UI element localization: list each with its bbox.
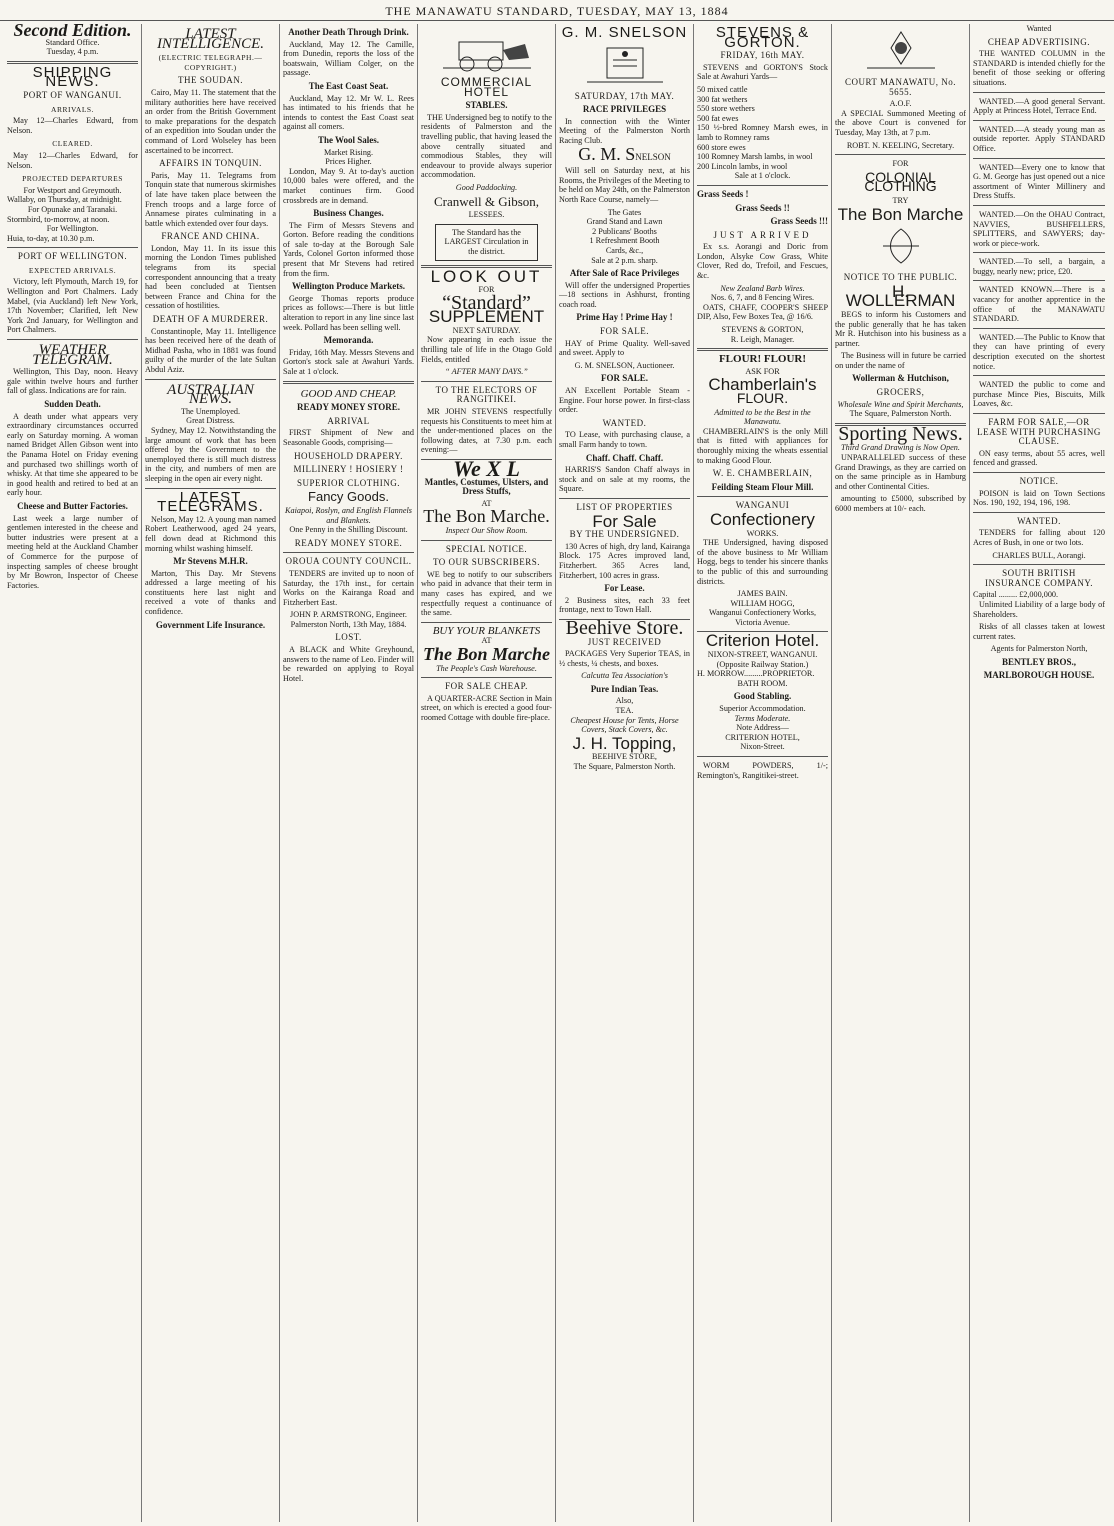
soudan-text: Cairo, May 11. The statement that the military authorities here have received an order from the British Government to make preparations for the despatch of an expedition into Soudan under the command of Lord Wolseley has been ascertained to be incorrect. — [145, 87, 276, 155]
we-xl-heading: We X L — [453, 456, 520, 481]
serial-text: Now appearing in each issue the thrilling tale of life in the Otago Gold Fields, entitled — [421, 335, 552, 364]
received-label: JUST RECEIVED — [587, 636, 662, 647]
sale-time: Sale at 1 o'clock. — [734, 171, 791, 181]
special-notice-text: WE beg to notify to our subscribers who paid in advance that their term in many cases has expired, and we respectfully request a continuance of the same. — [421, 569, 552, 618]
after-sale-heading: After Sale of Race Privileges — [569, 268, 680, 279]
confectionery-heading: Confectionery — [710, 509, 815, 529]
stock-item: 300 fat wethers — [697, 94, 748, 104]
subscribers-heading: TO OUR SUBSCRIBERS. — [432, 557, 541, 568]
produce-heading: Wellington Produce Markets. — [291, 281, 406, 292]
confectionery-text: THE Undersigned, having disposed of the above business to Mr William Hogg, begs to tender his sincere thanks to the public of this and surrounding districts. — [697, 538, 828, 586]
wollerman-heading: H. WOLLERMAN — [845, 281, 956, 311]
wanted-ad: WANTED.—The Public to Know that they can have printing of every description executed on the shortest notice. — [973, 332, 1105, 371]
lessees-label: LESSEES. — [468, 210, 505, 220]
commercial-hotel-heading: COMMERCIAL HOTEL — [440, 75, 533, 99]
keeling-signature: ROBT. N. KEELING, Secretary. — [846, 140, 955, 150]
wanted-ad: WANTED.—A good general Servant. Apply at Princess Hotel, Terrace End. — [973, 96, 1105, 116]
arrival-text: FIRST Shipment of New and Seasonable Goods, comprising— — [283, 428, 414, 447]
engine-text: AN Excellent Portable Steam - Engine. Four horse power. In first-class order. — [559, 386, 690, 415]
projected-item: Stormbird, to-morrow, at noon. — [7, 214, 110, 224]
paddocking-line: Good Paddocking. — [455, 182, 518, 192]
hogg-signature: WILLIAM HOGG, — [730, 598, 795, 608]
undersigned-label: BY THE UNDERSIGNED. — [569, 529, 680, 540]
sale-date: SATURDAY, 17th MAY. — [574, 90, 675, 101]
projected-item: For Wellington. — [46, 224, 99, 234]
latest-telegrams-text: Nelson, May 12. A young man named Robert Leatherwood, aged 24 years, fell down dead at Richmond this morning whilst washing himself. — [145, 514, 276, 553]
ask-for: ASK FOR — [745, 366, 780, 376]
grass-seeds-1: Grass Seeds ! — [697, 188, 749, 199]
wanted-ad: WANTED the public to come and purchase Mince Pies, Biscuits, Milk Loaves, &c. — [973, 380, 1105, 409]
office-line: Standard Office. — [45, 37, 100, 47]
port-wanganui: PORT OF WANGANUI. — [23, 89, 122, 100]
oroua-heading: OROUA COUNTY COUNCIL. — [285, 556, 412, 567]
memoranda-text: Friday, 16th May. Messrs Stevens and Gorton's stock sale at Awahuri Yards. Sale at 1 o'clock. — [283, 347, 414, 376]
for-sale-cheap-text: A QUARTER-ACRE Section in Main street, on which is erected a good four-roomed Cottage with double fire-place. — [421, 693, 552, 722]
masthead: THE MANAWATU STANDARD, TUESDAY, MAY 13, 1884 — [0, 0, 1114, 21]
wanted-text: TO Lease, with purchasing clause, a small Farm handy to town. — [559, 430, 690, 449]
millinery-line: MILLINERY ! HOSIERY ! — [293, 464, 404, 475]
distress-subhead: Great Distress. — [186, 416, 235, 426]
gms-initials: G. M. S — [578, 143, 636, 164]
for-sale-heading: FOR SALE. — [600, 373, 648, 384]
liability-line: Unlimited Liability of a large body of Shareholders. — [973, 599, 1105, 619]
wanted-ad: WANTED—Every one to know that G. M. George has just opened out a nice assortment of Winter Millinery and Dress Stuffs. — [973, 162, 1105, 201]
household-line: HOUSEHOLD DRAPERY. — [294, 450, 403, 461]
column-8 — [970, 24, 1108, 1522]
wanted-ad: WANTED.—To sell, a bargain, a buggy, nearly new; price, £20. — [973, 257, 1105, 276]
just-arrived: JUST ARRIVED — [713, 229, 812, 240]
square-address: The Square, Palmerston North. — [849, 409, 952, 419]
good-stabling: Good Stabling. — [733, 691, 792, 702]
manager-signature: R. Leigh, Manager. — [730, 334, 795, 344]
tonquin-heading: AFFAIRS IN TONQUIN. — [159, 158, 262, 169]
wine-merchants: Wholesale Wine and Spirit Merchants, — [837, 399, 964, 409]
proprietor-line: H. MORROW.........PROPRIETOR. — [697, 669, 815, 679]
time-line: Tuesday, 4 p.m. — [46, 47, 99, 57]
cheese-text: Last week a large number of gentlemen interested in the cheese and butter industries were present at a meeting held at the Auckland Chamber of Commerce for the purpose of inspecting samples of cheese brought by Mr Bowron, Inspector of Cheese Factories. — [7, 513, 138, 590]
square-address: The Square, Palmerston North. — [573, 762, 676, 772]
foresters-emblem — [853, 28, 949, 74]
beehive-footer: BEEHIVE STORE, — [592, 752, 657, 762]
wanted-heading: WANTED. — [602, 417, 647, 428]
wool-heading: The Wool Sales. — [317, 134, 380, 145]
lost-text: A BLACK and White Greyhound, answers to the name of Leo. Finder will be rewarded on applying to Royal Hotel. — [283, 645, 414, 683]
murderer-heading: DEATH OF A MURDERER. — [152, 314, 269, 325]
flour-heading: FLOUR! FLOUR! — [718, 353, 807, 366]
wool-subhead: Prices Higher. — [325, 157, 372, 167]
electors-heading: TO THE ELECTORS OF RANGITIKEI. — [435, 384, 538, 405]
stock-item: 600 store ewes — [697, 142, 746, 152]
stock-item: 50 mixed cattle — [697, 84, 748, 94]
drink-text: Auckland, May 12. The Camille, from Dunedin, reports the loss of the boatswain, William Colger, on the passage. — [283, 39, 414, 78]
notice-heading: NOTICE TO THE PUBLIC. — [843, 272, 958, 283]
wool-subhead: Market Rising. — [323, 147, 374, 157]
chamberlain-signature: W. E. CHAMBERLAIN, — [712, 468, 813, 479]
drink-heading: Another Death Through Drink. — [288, 27, 409, 37]
grocers-label: GROCERS, — [876, 387, 925, 398]
grass-seeds-2: Grass Seeds !! — [735, 202, 790, 213]
stock-item: 150 ½-bred Romney Marsh ewes, in lamb to Romney rams — [697, 123, 828, 142]
produce-text: George Thomas reports produce prices as follows:—There is but little alteration to report in any line since last week. Pollard has been selling well. — [283, 293, 414, 332]
privilege-item: Cards, &c., — [605, 245, 644, 255]
stock-item: 550 store wethers — [697, 104, 755, 114]
auction-illustration — [577, 42, 673, 88]
flannels-line: Kaiapoi, Roslyn, and English Flannels and Blankets. — [285, 505, 412, 525]
wanted-ad: WANTED.—A steady young man as outside reporter. Apply STANDARD Office. — [973, 124, 1105, 153]
sporting-news-heading: Sporting News. — [838, 422, 963, 445]
court-text: A SPECIAL Summoned Meeting of the above Court is convened for Tuesday, May 13th, at 7 p.m. — [835, 108, 966, 137]
stock-item: 500 fat ewes — [697, 113, 739, 123]
stock-sale-date: FRIDAY, 16th MAY. — [720, 50, 805, 61]
column-2 — [142, 24, 280, 1522]
murderer-text: Constantinople, May 11. Intelligence has been received here of the death of Midhad Pasha, who in 1881 was found guilty of the murder of the late Sultan Abdul Aziz. — [145, 326, 276, 374]
ready-money-footer: READY MONEY STORE. — [294, 537, 403, 548]
grass-text: Ex s.s. Aorangi and Doric from London, Alsyke Cow Grass, White Clover, Red do, Trefoil, and Fescues, &c. — [697, 242, 828, 281]
court-heading: COURT MANAWATU, No. 5655. — [844, 77, 957, 97]
projected-label: PROJECTED DEPARTURES — [22, 174, 123, 184]
oroua-date: Palmerston North, 13th May, 1884. — [290, 619, 407, 629]
beehive-store-heading: Beehive Store. — [565, 616, 684, 639]
sale-time: Sale at 2 p.m. sharp. — [591, 255, 658, 265]
oats-text: OATS, CHAFF, COOPER'S SHEEP DIP, Also, Few Boxes Tea, @ 16/6. — [697, 302, 828, 322]
farm-text: ON easy terms, about 55 acres, well fenced and grassed. — [973, 448, 1105, 468]
weather-text: Wellington, This Day, noon. Heavy gale within twelve hours and further fall of glass. Indications are for rain. — [7, 367, 138, 396]
china-text: London, May 11. In its issue this morning the London Times published telegrams from its special correspondent announcing that a treaty had been concluded at Tientsen between France and China for the cessation of hostilities. — [145, 243, 276, 311]
calcutta-line: Calcutta Tea Association's — [581, 671, 668, 681]
for-sale-cheap-heading: FOR SALE CHEAP. — [445, 681, 528, 692]
expected-text: Victory, left Plymouth, March 19, for Wellington and Port Chalmers. Lady Mabel, (via Auckland) left New York, 17th November; Clarified, left New York 2nd January, for Wellington and Port Chalmers. — [7, 277, 138, 335]
ornament-icon — [853, 223, 949, 269]
latest-intelligence-heading: LATEST INTELLIGENCE. — [156, 26, 265, 52]
privilege-item: 1 Refreshment Booth — [589, 236, 660, 246]
marlborough-house: MARLBOROUGH HOUSE. — [983, 670, 1095, 681]
projected-item: For Opunake and Taranaki. — [27, 204, 118, 214]
column-4 — [418, 24, 556, 1522]
wool-text: London, May 9. At to-day's auction 10,000 bales were offered, and the market continues firm. Good crossbreds are in demand. — [283, 166, 414, 205]
risks-line: Risks of all classes taken at lowest current rates. — [973, 622, 1105, 641]
good-cheap-heading: GOOD AND CHEAP. — [300, 387, 397, 400]
privilege-item: Grand Stand and Lawn — [586, 217, 663, 227]
clothing-line: SUPERIOR CLOTHING. — [296, 477, 400, 488]
poison-notice: POISON is laid on Town Sections Nos. 190, 192, 194, 196, 198. — [973, 488, 1105, 508]
gms-text: Will sell on Saturday next, at his Rooms, the Privileges of the Meeting to be held on May 24th, on the Palmerston North Race Course, namely— — [559, 166, 690, 204]
sporting-text: UNPARALLELED success of these Grand Drawings, as they are carried on on the same principle as in Hamburg and other Continental Cities. — [835, 453, 966, 491]
unemployed-subhead: The Unemployed. — [180, 406, 241, 416]
hotel-location: (Opposite Railway Station.) — [716, 659, 809, 669]
after-sale-text: Will offer the undersigned Properties—18 sections in Ashhurst, fronting coach road. — [559, 280, 690, 309]
notice-heading: NOTICE. — [1019, 475, 1059, 486]
arrival-heading: ARRIVAL — [327, 415, 370, 426]
ready-money-heading: READY MONEY STORE. — [297, 402, 400, 413]
criterion-hotel-heading: Criterion Hotel. — [705, 631, 820, 651]
wollerman-text: BEGS to inform his Customers and the public generally that he has taken Mr R. Hutchison into his business as a partner. — [835, 309, 966, 348]
tea-label: TEA. — [615, 706, 634, 716]
cheap-advertising-text: THE WANTED COLUMN in the STANDARD is intended chiefly for the benefit of those seeking or offering situations. — [973, 49, 1105, 87]
stock-item: 200 Lincoln lambs, in wool — [697, 161, 788, 171]
supplement-heading: SUPPLEMENT — [428, 307, 545, 327]
properties-text: 130 Acres of high, dry land, Kairanga Block. 175 Acres improved land, Fitzherbert. 365 Acres land, Fitzherbert, 100 acres in grass. — [559, 541, 690, 580]
eastcoast-text: Auckland, May 12. Mr W. L. Rees has intimated to his friends that he intends to contest the East Coast seat against all comers. — [283, 93, 414, 132]
chamberlain-text: CHAMBERLAIN'S is the only Mill that is fitted with appliances for thoroughly mixing the wheats essential to making Good Flour. — [697, 426, 828, 465]
topping-heading: J. H. Topping, — [572, 733, 677, 753]
port-wellington: PORT OF WELLINGTON. — [17, 251, 128, 262]
properties-list-heading: LIST OF PROPERTIES — [576, 501, 673, 512]
agents-line: Agents for Palmerston North, — [990, 644, 1088, 654]
stables-heading: STABLES. — [465, 100, 508, 111]
mantles-line: Mantles, Costumes, Ulsters, and Dress Stuffs, — [424, 476, 549, 497]
business-heading: Business Changes. — [313, 208, 384, 219]
for-sale-label: FOR SALE. — [599, 326, 649, 337]
electors-text: MR JOHN STEVENS respectfully requests his Constituents to meet him at the under-mentioned places on the following dates, at 7.30 p.m. each evening:— — [421, 407, 552, 455]
china-heading: FRANCE AND CHINA. — [161, 231, 260, 242]
hotel-street: NIXON-STREET, WANGANUI. — [707, 650, 818, 660]
for-label: FOR — [892, 159, 909, 169]
admitted-line: Admitted to be the Best in the Manawatu. — [714, 407, 811, 427]
insurance-heading: SOUTH BRITISH INSURANCE COMPANY. — [984, 568, 1094, 588]
prime-hay-heading: Prime Hay ! Prime Hay ! — [576, 312, 673, 323]
tenders-text: TENDERS for falling about 120 Acres of Bush, in one or two lots. — [973, 528, 1105, 547]
life-insurance-heading: Government Life Insurance. — [155, 619, 266, 630]
bon-marche-heading: The Bon Marche. — [423, 506, 550, 527]
projected-item: For Westport and Greymouth. — [23, 185, 122, 195]
eastcoast-heading: The East Coast Seat. — [308, 80, 389, 91]
projected-item: Wallaby, on Thursday, at midnight. — [7, 195, 122, 205]
soudan-heading: THE SOUDAN. — [178, 75, 243, 86]
business-text: The Firm of Messrs Stevens and Gorton. Before reading the conditions of sale to-day at the Borough Sale Yards, Colonel Gorton informed those present that Mr Stevens had retired from the firm. — [283, 220, 414, 278]
column-7 — [832, 24, 970, 1522]
at-label: AT — [481, 498, 492, 508]
note-address: Note Address— — [736, 723, 789, 733]
auctioneer-signature: G. M. SNELSON, Auctioneer. — [574, 360, 675, 370]
hogg-address: Wanganui Confectionery Works, Victoria Avenue. — [709, 608, 816, 627]
wollerman-hutchison: Wollerman & Hutchison, — [852, 373, 949, 384]
bon-marche-italic: The Bon Marche — [422, 643, 550, 664]
stevens-gorton-heading: STEVENS & GORTON. — [715, 24, 810, 51]
discount-line: One Penny in the Shilling Discount. — [289, 525, 408, 535]
cheese-heading: Cheese and Butter Factories. — [17, 500, 128, 511]
snelson-heading: G. M. SNELSON — [561, 24, 688, 41]
oroua-tenders: TENDERS are invited up to noon of Saturday, the 17th inst., for certain Works on the Kairanga Road and Fitzherbert East. — [283, 568, 414, 607]
lost-heading: LOST. — [335, 632, 362, 643]
feilding-mill: Feilding Steam Flour Mill. — [711, 481, 814, 492]
cleared-label: CLEARED. — [52, 139, 93, 149]
hay-text: HAY of Prime Quality. Well-saved and sweet. Apply to — [559, 338, 690, 358]
for-sale-big: For Sale — [592, 511, 657, 531]
cash-warehouse: The People's Cash Warehouse. — [436, 663, 537, 673]
stock-item: 100 Romney Marsh lambs, in wool — [697, 152, 813, 162]
chamberlains-heading: Chamberlain's — [708, 375, 817, 395]
aof-label: A.O.F. — [889, 99, 912, 109]
pure-indian-teas: Pure Indian Teas. — [590, 683, 659, 694]
standard-title: “Standard” — [442, 291, 531, 314]
column-3 — [280, 24, 418, 1522]
race-text: In connection with the Winter Meeting of the Palmerston North Racing Club. — [559, 116, 690, 145]
worm-powders: WORM POWDERS, 1/-; Remington's, Rangitikei-street. — [697, 761, 828, 780]
latest-telegrams-heading: LATEST TELEGRAMS. — [157, 488, 264, 516]
cheap-advertising-heading: CHEAP ADVERTISING. — [987, 36, 1091, 47]
next-saturday: NEXT SATURDAY. — [452, 325, 521, 335]
chaff-heading: Chaff. Chaff. Chaff. — [585, 452, 664, 463]
fencing-wires: Nos. 6, 7, and 8 Fencing Wires. — [710, 293, 815, 303]
bentley-bros: BENTLEY BROS., — [1002, 656, 1076, 667]
nixon-street: Nixon-Street. — [740, 742, 785, 752]
farm-heading: FARM FOR SALE,—OR LEASE WITH PURCHASING CLAUSE. — [977, 417, 1101, 447]
weather-heading: WEATHER TELEGRAM. — [32, 342, 113, 368]
works-label: WORKS. — [746, 528, 779, 538]
chaff-text: HARRIS'S Sandon Chaff always in stock and on sale at my rooms, the Square. — [559, 465, 690, 494]
bath-room: BATH ROOM. — [737, 678, 788, 688]
wanganui-label: WANGANUI — [735, 500, 790, 511]
stevens-mhr-text: Marton, This Day. Mr Stevens addressed a large meeting of his constituents here last night and received a vote of thanks and confidence. — [145, 568, 276, 617]
projected-item: Huia, to-day, at 10.30 p.m. — [7, 233, 95, 243]
at-label: AT — [481, 636, 492, 646]
shipping-heading: SHIPPING NEWS. — [32, 63, 113, 91]
column-6 — [694, 24, 832, 1522]
tonquin-text: Paris, May 11. Telegrams from Tonquin state that numerous skirmishes of late have taken place between the French troops and a large force of Annamese pirates culminating in a battle which extended over four days. — [145, 170, 276, 228]
hotel-text: THE Undersigned beg to notify to the residents of Palmerston and the travelling public, that having leased the above centrally situated and commodious Stables, they will endeavour to provide always superior accommodation. — [421, 112, 552, 180]
for-lease-heading: For Lease. — [604, 583, 645, 594]
also-label: Also, — [615, 696, 634, 706]
telegraph-credit: (ELECTRIC TELEGRAPH.—COPYRIGHT.) — [158, 53, 263, 72]
bull-signature: CHARLES BULL, Aorangi. — [992, 550, 1086, 560]
fancy-goods: Fancy Goods. — [308, 489, 389, 505]
expected-label: EXPECTED ARRIVALS. — [28, 265, 117, 275]
sudden-death-heading: Sudden Death. — [44, 399, 101, 409]
carried-text: The Business will in future be carried on under the name of — [835, 351, 966, 370]
stevens-gorton-signature: STEVENS & GORTON, — [721, 325, 804, 335]
standard-circulation-badge: The Standard has the LARGEST Circulation in the district. — [435, 224, 538, 261]
special-notice-heading: SPECIAL NOTICE. — [445, 543, 528, 554]
third-drawing: Third Grand Drawing is Now Open. — [841, 443, 960, 453]
wanted-heading: WANTED. — [1017, 515, 1061, 526]
stock-sale-intro: STEVENS and GORTON'S Stock Sale at Awahuri Yards— — [697, 62, 828, 82]
cleared-item: May 12—Charles Edward, for Nelson. — [7, 150, 138, 170]
packages-text: PACKAGES Very Superior TEAS, in ½ chests, ¼ chests, and boxes. — [559, 649, 690, 668]
wanted-label: Wanted — [1026, 24, 1052, 33]
capital-line: Capital ......... £2,000,000. — [973, 590, 1059, 600]
cranwell-gibson: Cranwell & Gibson, — [433, 193, 540, 209]
lease-text: 2 Business sites, each 33 feet frontage, next to Town Hall. — [559, 595, 690, 615]
look-out-heading: LOOK OUT — [430, 266, 543, 286]
stevens-mhr-heading: Mr Stevens M.H.R. — [173, 556, 248, 567]
memoranda-heading: Memoranda. — [323, 335, 374, 346]
column-1 — [4, 24, 142, 1522]
buy-blankets: BUY YOUR BLANKETS — [432, 624, 541, 637]
inspect-line: Inspect Our Show Room. — [445, 525, 528, 535]
australian-text: Sydney, May 12. Notwithstanding the large amount of work that has been offered by the Government to the unemployed there is still much distress in the city, and numbers of men are sleeping in the open air every night. — [145, 425, 276, 483]
wanted-ad: WANTED.—On the OHAU Contract, NAVVIES, BUSHFELLERS, SPLITTERS, and SAWYERS; day-work or piece-work. — [973, 209, 1105, 248]
serial-title: “ AFTER MANY DAYS.” — [445, 367, 528, 377]
gms-name: NELSON — [635, 151, 671, 162]
australian-news-heading: AUSTRALIAN NEWS. — [167, 381, 254, 408]
arrival-item: May 12—Charles Edward, from Nelson. — [7, 116, 138, 135]
sudden-death-text: A death under what appears very extraordinary circumstances occurred early on Saturday morning. A woman named Bridget Allen Gibson went into the Panama Hotel on Friday evening and purchased two shillings worth of whisky. At that time she appeared to be in good health and retired to bed at an early hour. — [7, 411, 138, 498]
cheapest-line: Cheapest House for Tents, Horse Covers, Stack Covers, &c. — [570, 715, 679, 735]
engineer-signature: JOHN P. ARMSTRONG, Engineer. — [290, 610, 407, 620]
criterion-footer: CRITERION HOTEL, — [725, 732, 800, 742]
for-label: FOR — [478, 285, 495, 295]
second-edition-heading: Second Edition. — [13, 24, 132, 40]
colonial-clothing: COLONIAL CLOTHING — [864, 168, 937, 195]
flour-label: FLOUR. — [736, 390, 789, 406]
newspaper-columns — [4, 24, 1110, 1522]
terms-line: Terms Moderate. — [734, 713, 791, 723]
barb-wires: New Zealand Barb Wires. — [720, 283, 805, 293]
privilege-item: 2 Publicans' Booths — [592, 226, 657, 236]
coach-illustration — [439, 28, 535, 74]
arrivals-label: ARRIVALS. — [51, 104, 94, 114]
accommodation-line: Superior Accommodation. — [719, 704, 806, 714]
bain-signature: JAMES BAIN. — [737, 589, 788, 599]
privilege-item: The Gates — [607, 207, 642, 217]
grass-seeds-3: Grass Seeds !!! — [770, 216, 828, 227]
bon-marche-sans: The Bon Marche — [837, 204, 964, 224]
amount-text: amounting to £5000, subscribed by 6000 members at 10/- each. — [835, 494, 966, 513]
wanted-ad: WANTED KNOWN.—There is a vacancy for another apprentice in the office of the MANAWATU STANDARD. — [973, 285, 1105, 324]
race-privileges-heading: RACE PRIVILEGES — [582, 104, 667, 115]
try-label: TRY — [892, 195, 909, 205]
column-5 — [556, 24, 694, 1522]
